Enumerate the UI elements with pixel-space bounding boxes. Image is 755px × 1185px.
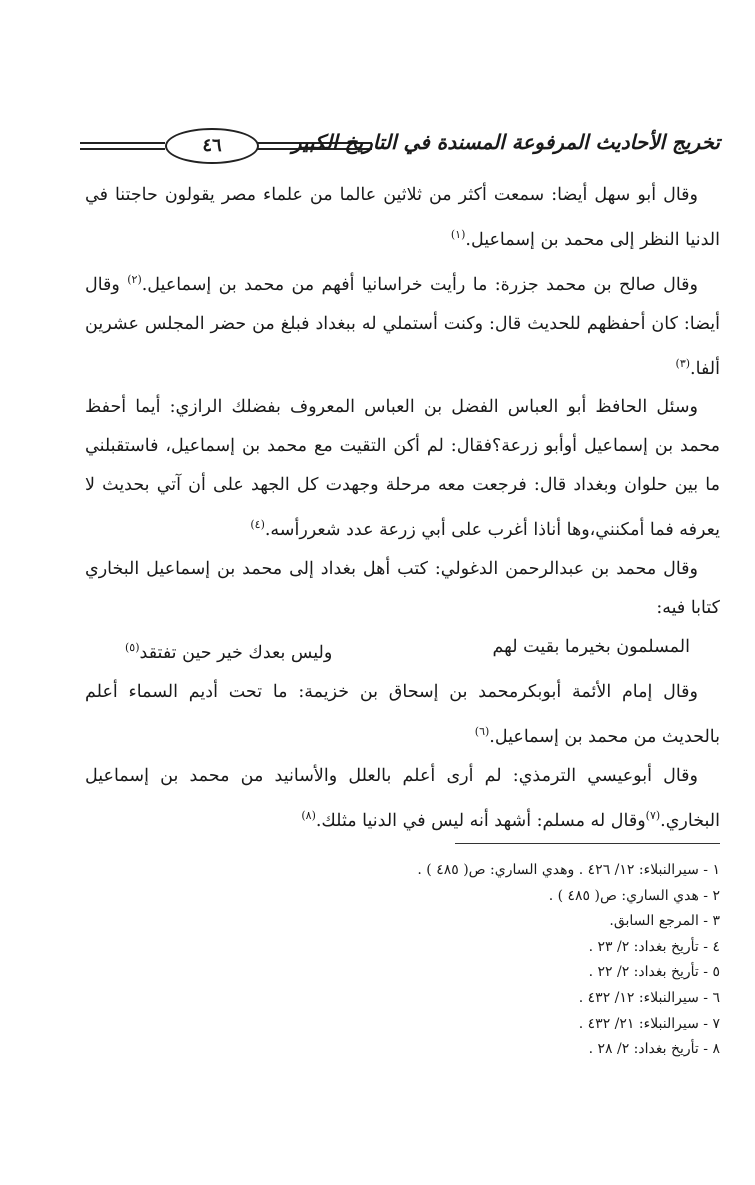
footnote-8: ٨ - تأريخ بغداد: ٢/ ٢٨ .	[588, 1041, 720, 1058]
paragraph-5-text: وقال إمام الأئمة أبوبكرمحمد بن إسحاق بن خزيمة: ما تحت أديم السماء أعلم بالحديث من محمد بن إسماعيل.	[85, 682, 720, 747]
paragraph-6b-text: وقال له مسلم: أشهد أنه ليس في الدنيا مثلك.	[315, 810, 646, 831]
page-header	[80, 128, 720, 168]
main-text	[85, 176, 720, 841]
verse-second-text: وليس بعدك خير حين تفتقد	[139, 643, 333, 664]
paragraph-3	[85, 388, 720, 550]
paragraph-6a-text: وقال أبوعيسي الترمذي: لم أرى أعلم بالعلل والأسانيد من محمد بن إسماعيل البخاري.	[85, 765, 720, 831]
paragraph-2	[85, 260, 720, 389]
verse-second-hemistich	[125, 628, 332, 673]
footnote-6: ٦ - سيرالنبلاء: ١٢/ ٤٣٢ .	[578, 989, 720, 1006]
footnote-7: ٧ - سيرالنبلاء: ٢١/ ٤٣٢ .	[578, 1015, 720, 1032]
header-rule-left	[80, 142, 165, 150]
running-title: تخريج الأحاديث المرفوعة المسندة في التاريخ الكبير	[291, 130, 720, 154]
paragraph-4	[85, 550, 720, 628]
verse-first-hemistich: المسلمون بخيرما بقيت لهم	[492, 637, 690, 658]
footnote-ref-3: (٣)	[675, 356, 691, 370]
page-number: ٤٦	[165, 128, 259, 164]
footnote-1: ١ - سيرالنبلاء: ١٢/ ٤٢٦ . وهدي الساري: ص( ٤٨٥ ) .	[417, 862, 720, 878]
footnote-4: ٤ - تأريخ بغداد: ٢/ ٢٣ .	[588, 938, 720, 955]
footnote-3: ٣ - المرجع السابق.	[609, 913, 720, 930]
footnote-ref-1: (١)	[450, 228, 466, 241]
paragraph-1-text: وقال أبو سهل أيضا: سمعت أكثر من ثلاثين عالما من علماء مصر يقولون حاجتنا في الدنيا النظر إلى محمد بن إسماعيل.	[85, 185, 720, 250]
footnote-ref-2: (٢)	[127, 272, 142, 286]
paragraph-4-text: وقال محمد بن عبدالرحمن الدغولي: كتب أهل بغداد إلى محمد بن إسماعيل البخاري كتابا فيه:	[85, 559, 720, 619]
paragraph-2a-text: وقال صالح بن محمد جزرة: ما رأيت خراسانيا أفهم من محمد بن إسماعيل.	[141, 274, 698, 295]
footnote-2: ٢ - هدي الساري: ص( ٤٨٥ ) .	[548, 887, 720, 904]
footnote-ref-5: (٥)	[125, 641, 140, 655]
paragraph-6	[85, 757, 720, 841]
paragraph-1	[85, 176, 720, 260]
footnote-ref-8: (٨)	[301, 808, 316, 822]
footnote-ref-4: (٤)	[250, 518, 265, 532]
poetry-verse	[85, 628, 720, 673]
footnote-ref-6: (٦)	[474, 725, 490, 739]
footnote-separator	[455, 843, 720, 844]
footnote-5: ٥ - تأريخ بغداد: ٢/ ٢٢ .	[588, 964, 720, 981]
paragraph-5	[85, 673, 720, 757]
footnote-ref-7: (٧)	[645, 808, 661, 822]
paragraph-3-text: وسئل الحافظ أبو العباس الفضل بن العباس المعروف بفضلك الرازي: أيما أحفظ محمد بن إسماعيل أوأبو زرعة؟فقال: لم أكن التقيت مع محمد بن إسماعيل، فاستقبلني ما بين حلوان وبغداد قال: فرجعت معه مرحلة وجهدت كل الجهد على أن آتي بحديث لا يعرفه فما أمكنني،وها أناذا أغرب على أبي زرعة عدد شعررأسه.	[85, 397, 720, 541]
paragraph-2b-text: وقال أيضا: كان أحفظهم للحديث قال: وكنت أستملي له ببغداد فبلغ من حضر المجلس عشرين ألفا.	[85, 274, 720, 379]
footnotes	[300, 858, 720, 1063]
